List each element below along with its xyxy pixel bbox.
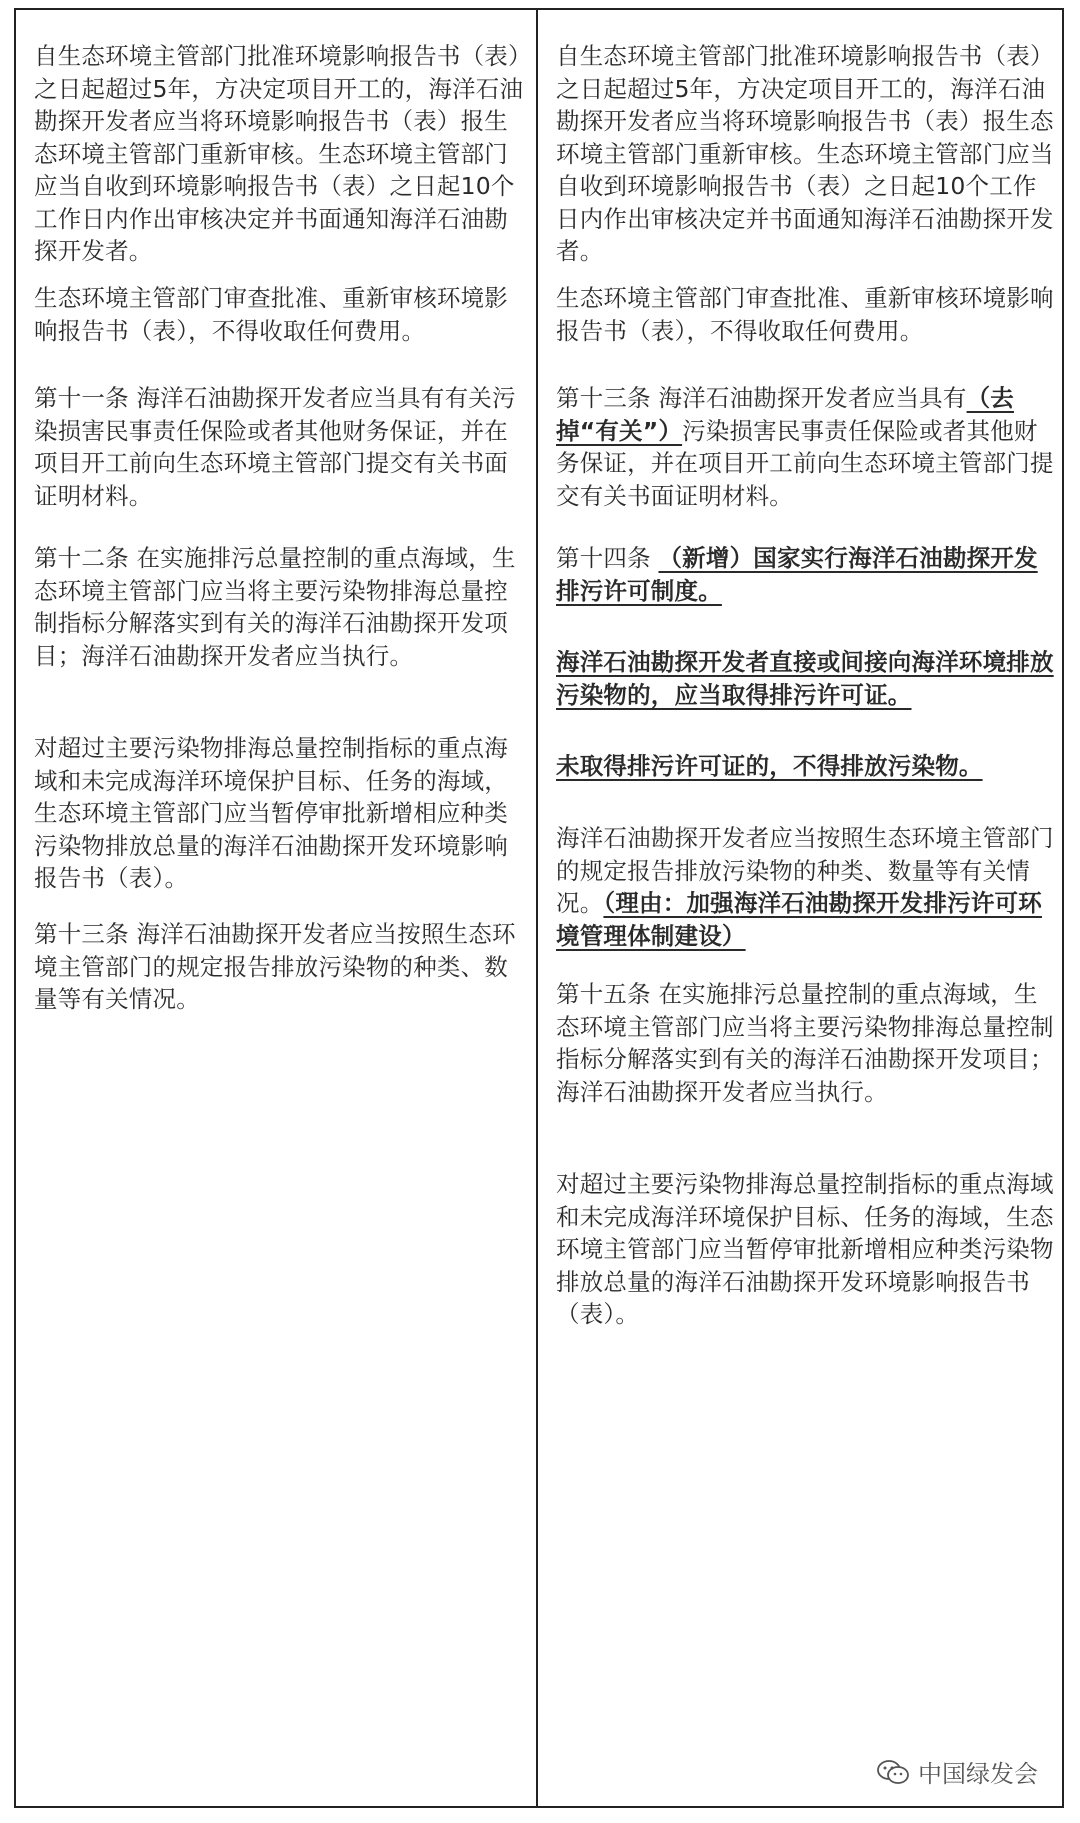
right-paragraph-6 [556, 750, 1056, 783]
right-paragraph-7 [556, 822, 1056, 952]
right-paragraph-9 [556, 1168, 1056, 1331]
text-run: 自生态环境主管部门批准环境影响报告书（表）之日起超过5年，方决定项目开工的，海洋石油勘探开发者应当将环境影响报告书（表）报生态环境主管部门重新审核。生态环境主管部门应当自收到环境影响报告书（表）之日起10个工作日内作出审核决定并书面通知海洋石油勘探开发者。 [556, 42, 1054, 265]
text-run: 自生态环境主管部门批准环境影响报告书（表）之日起超过5年，方决定项目开工的，海洋石油勘探开发者应当将环境影响报告书（表）报生态环境主管部门重新审核。生态环境主管部门应当自收到环境影响报告书（表）之日起10个工作日内作出审核决定并书面通知海洋石油勘探开发者。 [34, 42, 524, 265]
text-run: 生态环境主管部门审查批准、重新审核环境影响报告书（表），不得收取任何费用。 [34, 284, 508, 345]
text-run: 第十四条 [556, 544, 659, 572]
inserted-text-run: 海洋石油勘探开发者直接或间接向海洋环境排放污染物的，应当取得排污许可证。 [556, 648, 1054, 709]
text-run: 第十五条 在实施排污总量控制的重点海域，生态环境主管部门应当将主要污染物排海总量控制指标分解落实到有关的海洋石油勘探开发项目；海洋石油勘探开发者应当执行。 [556, 980, 1054, 1106]
wechat-icon [876, 1759, 910, 1785]
comparison-table [14, 8, 1064, 1808]
right-paragraph-3 [556, 382, 1056, 512]
left-paragraph-4 [34, 542, 530, 672]
right-paragraph-1 [556, 40, 1056, 268]
text-run: 第十三条 海洋石油勘探开发者应当按照生态环境主管部门的规定报告排放污染物的种类、数量等有关情况。 [34, 920, 516, 1013]
text-run: 生态环境主管部门审查批准、重新审核环境影响报告书（表），不得收取任何费用。 [556, 284, 1054, 345]
left-paragraph-5 [34, 732, 530, 895]
right-paragraph-8 [556, 978, 1056, 1108]
left-paragraph-6 [34, 918, 530, 1016]
text-run: 污染损害民事责任保险或者其他财务保证，并在项目开工前向生态环境主管部门提交有关书面证明材料。 [556, 416, 1054, 510]
inserted-text-run: （去掉“有关”） [556, 384, 1014, 445]
inserted-text-run: （新增）国家实行海洋石油勘探开发排污许可制度。 [556, 544, 1038, 605]
watermark-text: 中国绿发会 [918, 1760, 1038, 1788]
text-run: 第十一条 海洋石油勘探开发者应当具有有关污染损害民事责任保险或者其他财务保证，并在项目开工前向生态环境主管部门提交有关书面证明材料。 [34, 384, 516, 510]
text-run: 对超过主要污染物排海总量控制指标的重点海域和未完成海洋环境保护目标、任务的海域，生态环境主管部门应当暂停审批新增相应种类污染物排放总量的海洋石油勘探开发环境影响报告书（表）。 [34, 734, 508, 892]
left-paragraph-3 [34, 382, 530, 512]
watermark [876, 1754, 1038, 1789]
right-paragraph-5 [556, 646, 1056, 711]
left-paragraph-1 [34, 40, 530, 268]
text-run: 第十二条 在实施排污总量控制的重点海域，生态环境主管部门应当将主要污染物排海总量控制指标分解落实到有关的海洋石油勘探开发项目；海洋石油勘探开发者应当执行。 [34, 544, 516, 670]
right-paragraph-2 [556, 282, 1056, 347]
inserted-text-run: 未取得排污许可证的，不得排放污染物。 [556, 752, 983, 780]
left-paragraph-2 [34, 282, 530, 347]
text-run: 第十三条 海洋石油勘探开发者应当具有 [556, 384, 967, 412]
revised-text-column [538, 10, 1062, 1806]
original-text-column [16, 10, 538, 1806]
text-run: 海洋石油勘探开发者应当按照生态环境主管部门的规定报告排放污染物的种类、数量等有关情况。 [556, 824, 1054, 917]
text-run: 对超过主要污染物排海总量控制指标的重点海域和未完成海洋环境保护目标、任务的海域，生态环境主管部门应当暂停审批新增相应种类污染物排放总量的海洋石油勘探开发环境影响报告书（表）。 [556, 1170, 1054, 1328]
inserted-text-run: （理由：加强海洋石油勘探开发排污许可环境管理体制建设） [556, 889, 1042, 950]
right-paragraph-4 [556, 542, 1056, 607]
